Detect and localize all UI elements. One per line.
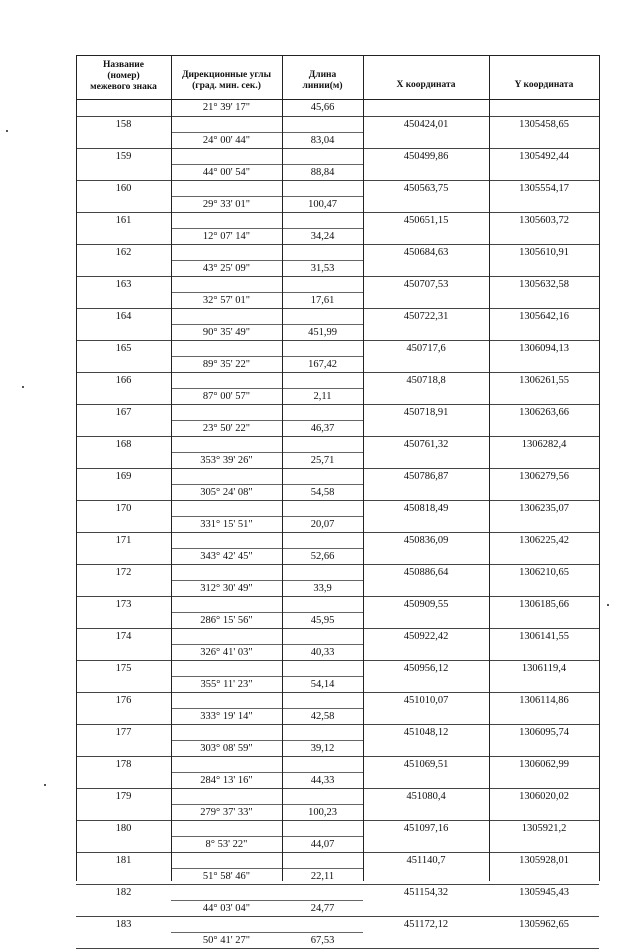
segment-angle: 50° 41' 27" — [171, 932, 282, 948]
segment-length: 451,99 — [282, 324, 363, 340]
x-coordinate: 450718,8 — [406, 375, 446, 386]
segment-angle: 44° 00' 54" — [171, 164, 282, 180]
table-row — [76, 565, 599, 597]
x-coordinate: 451080,4 — [406, 791, 446, 802]
y-coordinate: 1305610,91 — [519, 247, 569, 258]
header-mark-line-3: межевого знака — [90, 82, 157, 92]
y-coordinate: 1306095,74 — [519, 727, 569, 738]
mark-number: 174 — [115, 631, 132, 642]
segment-angle: 32° 57' 01" — [171, 292, 282, 308]
segment-length: 44,33 — [282, 772, 363, 788]
mark-number: 180 — [115, 823, 132, 834]
segment-angle: 29° 33' 01" — [171, 196, 282, 212]
y-coordinate: 1305928,01 — [519, 855, 569, 866]
table-row — [76, 117, 599, 149]
x-coordinate: 450717,6 — [406, 343, 446, 354]
scan-speck — [44, 784, 46, 786]
segment-length: 52,66 — [282, 548, 363, 564]
x-coordinate: 450909,55 — [403, 599, 449, 610]
segment-angle: 43° 25' 09" — [171, 260, 282, 276]
table-row — [76, 693, 599, 725]
segment-length: 20,07 — [282, 516, 363, 532]
table-row — [76, 469, 599, 501]
mark-number: 159 — [115, 151, 132, 162]
table-row — [76, 885, 599, 917]
table-header — [76, 55, 599, 100]
mark-number: 175 — [115, 663, 132, 674]
y-coordinate: 1305603,72 — [519, 215, 569, 226]
table-row — [76, 149, 599, 181]
y-coordinate: 1306282,4 — [521, 439, 567, 450]
segment-length: 24,77 — [282, 900, 363, 916]
mark-number: 183 — [115, 919, 132, 930]
segment-angle: 51° 58' 46" — [171, 868, 282, 884]
table-row — [76, 821, 599, 853]
header-mark — [76, 56, 171, 103]
table-row — [76, 629, 599, 661]
y-coordinate: 1305492,44 — [519, 151, 569, 162]
mark-number: 176 — [115, 695, 132, 706]
x-coordinate: 450722,31 — [403, 311, 449, 322]
segment-angle: 279° 37' 33" — [171, 804, 282, 820]
x-coordinate: 450956,12 — [403, 663, 449, 674]
segment-length: 33,9 — [282, 580, 363, 596]
mark-number: 161 — [115, 215, 132, 226]
x-coordinate: 450836,09 — [403, 535, 449, 546]
segment-length: 34,24 — [282, 228, 363, 244]
table-row — [76, 501, 599, 533]
x-coordinate: 451069,51 — [403, 759, 449, 770]
header-angle-line-1: Дирекционные углы — [182, 70, 271, 80]
header-y: Y координата — [514, 80, 574, 90]
mark-number: 169 — [115, 471, 132, 482]
y-coordinate: 1306185,66 — [519, 599, 569, 610]
mark-number: 181 — [115, 855, 132, 866]
segment-angle: 286° 15' 56" — [171, 612, 282, 628]
y-coordinate: 1305642,16 — [519, 311, 569, 322]
mark-number: 168 — [115, 439, 132, 450]
segment-length: 54,14 — [282, 676, 363, 692]
segment-angle: 24° 00' 44" — [171, 132, 282, 148]
segment-length: 31,53 — [282, 260, 363, 276]
header-length-line-1: Длина — [308, 70, 337, 80]
y-coordinate: 1306225,42 — [519, 535, 569, 546]
table-row — [76, 405, 599, 437]
scan-speck — [607, 604, 609, 606]
segment-length: 2,11 — [282, 388, 363, 404]
mark-number: 160 — [115, 183, 132, 194]
x-coordinate: 450818,49 — [403, 503, 449, 514]
x-coordinate: 451154,32 — [403, 887, 449, 898]
scan-speck — [6, 130, 8, 132]
segment-length: 45,95 — [282, 612, 363, 628]
y-coordinate: 1305632,58 — [519, 279, 569, 290]
segment-length: 167,42 — [282, 356, 363, 372]
y-coordinate: 1305458,65 — [519, 119, 569, 130]
scan-speck — [22, 386, 24, 388]
table-row — [76, 533, 599, 565]
table-row — [76, 725, 599, 757]
x-coordinate: 450684,63 — [403, 247, 449, 258]
mark-number: 158 — [115, 119, 132, 130]
segment-length: 25,71 — [282, 452, 363, 468]
y-coordinate: 1306119,4 — [521, 663, 567, 674]
segment-angle: 284° 13' 16" — [171, 772, 282, 788]
y-coordinate: 1306235,07 — [519, 503, 569, 514]
y-coordinate: 1306094,13 — [519, 343, 569, 354]
segment-angle: 23° 50' 22" — [171, 420, 282, 436]
y-coordinate: 1305554,17 — [519, 183, 569, 194]
y-coordinate: 1305962,65 — [519, 919, 569, 930]
mark-number: 177 — [115, 727, 132, 738]
mark-number: 171 — [115, 535, 132, 546]
segment-angle: 12° 07' 14" — [171, 228, 282, 244]
column-divider — [171, 55, 172, 881]
table-row — [76, 789, 599, 821]
mark-number: 167 — [115, 407, 132, 418]
y-coordinate: 1306210,65 — [519, 567, 569, 578]
y-coordinate: 1305945,43 — [519, 887, 569, 898]
segment-length: 83,04 — [282, 132, 363, 148]
x-coordinate: 450922,42 — [403, 631, 449, 642]
segment-angle: 303° 08' 59" — [171, 740, 282, 756]
table-row — [76, 757, 599, 789]
y-coordinate: 1306020,02 — [519, 791, 569, 802]
mark-number: 170 — [115, 503, 132, 514]
mark-number: 163 — [115, 279, 132, 290]
segment-length: 42,58 — [282, 708, 363, 724]
segment-length: 17,61 — [282, 292, 363, 308]
x-coordinate: 450499,86 — [403, 151, 449, 162]
x-coordinate: 450651,15 — [403, 215, 449, 226]
x-coordinate: 450424,01 — [403, 119, 449, 130]
segment-angle: 331° 15' 51" — [171, 516, 282, 532]
y-coordinate: 1306062,99 — [519, 759, 569, 770]
mark-number: 173 — [115, 599, 132, 610]
segment-angle: 87° 00' 57" — [171, 388, 282, 404]
table-row — [76, 277, 599, 309]
column-divider — [489, 55, 490, 881]
y-coordinate: 1306114,86 — [519, 695, 569, 706]
column-divider — [599, 55, 600, 881]
x-coordinate: 450786,87 — [403, 471, 449, 482]
table-row — [76, 245, 599, 277]
x-coordinate: 451140,7 — [406, 855, 446, 866]
x-coordinate: 451010,07 — [403, 695, 449, 706]
x-coordinate: 450886,64 — [403, 567, 449, 578]
segment-length: 44,07 — [282, 836, 363, 852]
segment-angle: 326° 41' 03" — [171, 644, 282, 660]
segment-angle: 89° 35' 22" — [171, 356, 282, 372]
segment-angle: 21° 39' 17" — [202, 102, 251, 113]
table-row — [76, 917, 599, 949]
header-mark-line-1: Название — [102, 60, 144, 70]
segment-angle: 8° 53' 22" — [171, 836, 282, 852]
segment-angle: 353° 39' 26" — [171, 452, 282, 468]
segment-angle: 355° 11' 23" — [171, 676, 282, 692]
mark-number: 162 — [115, 247, 132, 258]
segment-angle: 343° 42' 45" — [171, 548, 282, 564]
header-mark-line-2: (номер) — [107, 71, 140, 81]
table-row — [76, 597, 599, 629]
segment-length: 39,12 — [282, 740, 363, 756]
y-coordinate: 1306263,66 — [519, 407, 569, 418]
table-row — [76, 853, 599, 885]
y-coordinate: 1306141,55 — [519, 631, 569, 642]
mark-number: 166 — [115, 375, 132, 386]
mark-number: 179 — [115, 791, 132, 802]
first-segment-row — [76, 100, 599, 117]
segment-angle: 90° 35' 49" — [171, 324, 282, 340]
segment-angle: 312° 30' 49" — [171, 580, 282, 596]
column-divider — [76, 55, 77, 881]
x-coordinate: 450718,91 — [403, 407, 449, 418]
x-coordinate: 450761,32 — [403, 439, 449, 450]
segment-length: 88,84 — [282, 164, 363, 180]
mark-number: 165 — [115, 343, 132, 354]
y-coordinate: 1305921,2 — [521, 823, 567, 834]
segment-length: 40,33 — [282, 644, 363, 660]
segment-length: 45,66 — [310, 102, 335, 113]
x-coordinate: 450707,53 — [403, 279, 449, 290]
table-row — [76, 341, 599, 373]
table-row — [76, 213, 599, 245]
segment-length: 22,11 — [282, 868, 363, 884]
column-divider — [282, 55, 283, 881]
mark-number: 172 — [115, 567, 132, 578]
table-row — [76, 661, 599, 693]
segment-length: 100,47 — [282, 196, 363, 212]
table-row — [76, 437, 599, 469]
x-coordinate: 451048,12 — [403, 727, 449, 738]
mark-number: 182 — [115, 887, 132, 898]
y-coordinate: 1306279,56 — [519, 471, 569, 482]
y-coordinate: 1306261,55 — [519, 375, 569, 386]
segment-length: 67,53 — [282, 932, 363, 948]
mark-number: 164 — [115, 311, 132, 322]
table-row — [76, 181, 599, 213]
column-divider — [363, 55, 364, 881]
x-coordinate: 451172,12 — [403, 919, 449, 930]
segment-angle: 305° 24' 08" — [171, 484, 282, 500]
segment-length: 100,23 — [282, 804, 363, 820]
header-angle-line-2: (град. мин. сек.) — [192, 81, 261, 91]
segment-length: 46,37 — [282, 420, 363, 436]
coordinates-table — [76, 55, 599, 949]
table-row — [76, 309, 599, 341]
header-x: X координата — [396, 80, 456, 90]
segment-angle: 333° 19' 14" — [171, 708, 282, 724]
mark-number: 178 — [115, 759, 132, 770]
header-length-line-2: линии(м) — [302, 81, 343, 91]
x-coordinate: 450563,75 — [403, 183, 449, 194]
table-body — [76, 117, 599, 949]
table-row — [76, 373, 599, 405]
segment-length: 54,58 — [282, 484, 363, 500]
segment-angle: 44° 03' 04" — [171, 900, 282, 916]
x-coordinate: 451097,16 — [403, 823, 449, 834]
